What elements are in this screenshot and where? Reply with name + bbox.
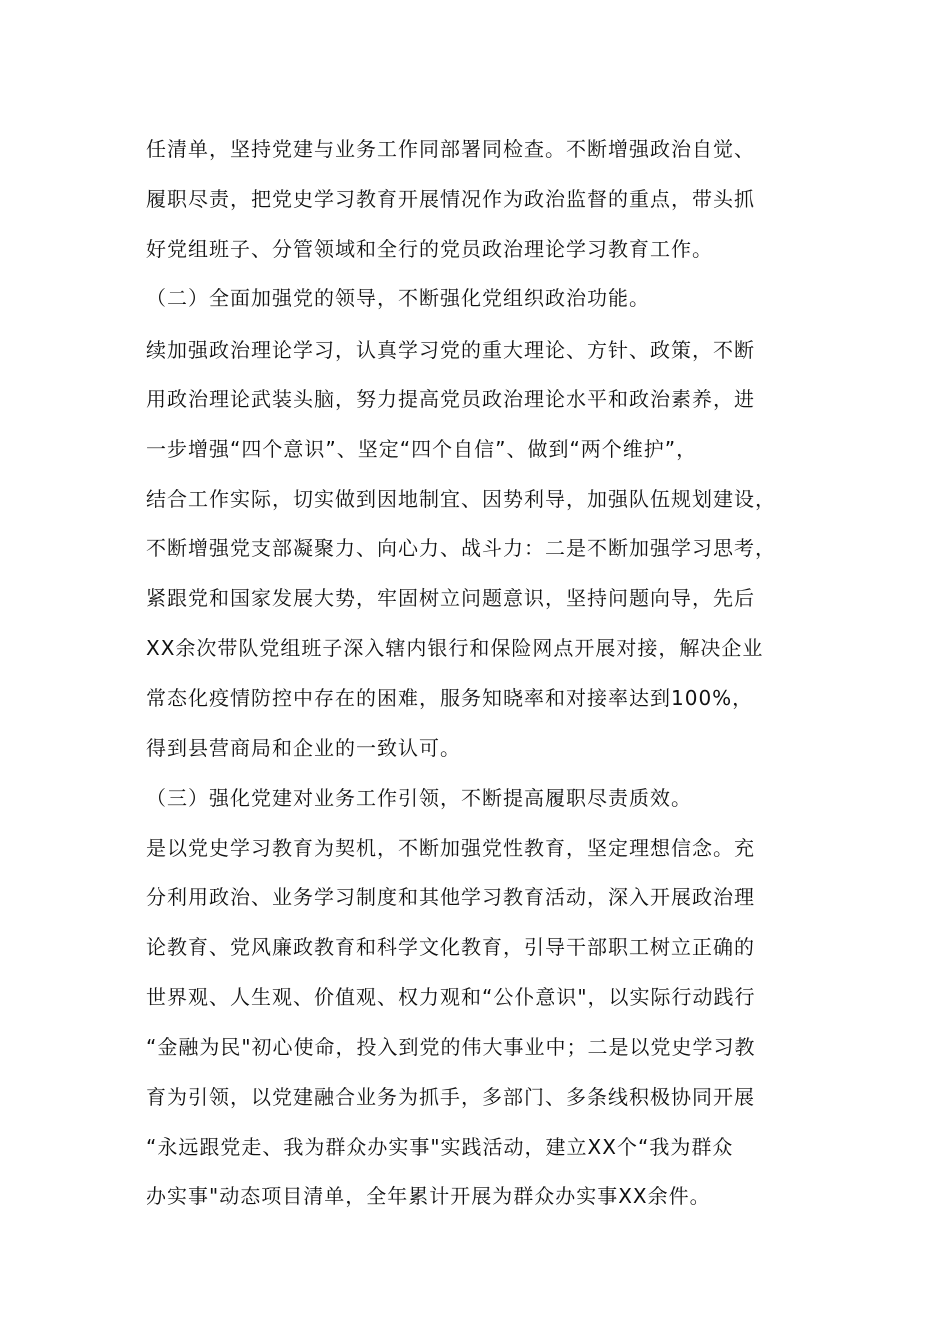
section-heading: （二）全面加强党的领导，不断强化党组织政治功能。 — [146, 286, 650, 310]
paragraph-line: 世界观、人生观、价值观、权力观和“公仆意识"，以实际行动践行 — [146, 985, 756, 1009]
paragraph-line: “永远跟党走、我为群众办实事"实践活动，建立XX个“我为群众 — [146, 1135, 734, 1159]
paragraph-line: 常态化疫情防控中存在的困难，服务知晓率和对接率达到100%， — [146, 686, 754, 710]
paragraph-line: 分利用政治、业务学习制度和其他学习教育活动，深入开展政治理 — [146, 885, 755, 909]
paragraph-line: XX余次带队党组班子深入辖内银行和保险网点开展对接，解决企业 — [146, 636, 764, 660]
paragraph-line: 履职尽责，把党史学习教育开展情况作为政治监督的重点，带头抓 — [146, 187, 755, 211]
section-heading: （三）强化党建对业务工作引领，不断提高履职尽责质效。 — [146, 786, 692, 810]
paragraph-line: 一步增强“四个意识”、坚定“四个自信”、做到“两个维护”， — [146, 437, 698, 461]
paragraph-line: 好党组班子、分管领域和全行的党员政治理论学习教育工作。 — [146, 237, 713, 261]
paragraph-line: 得到县营商局和企业的一致认可。 — [146, 736, 461, 760]
paragraph-line: 续加强政治理论学习，认真学习党的重大理论、方针、政策，不断 — [146, 338, 755, 362]
paragraph-line: 不断增强党支部凝聚力、向心力、战斗力：二是不断加强学习思考， — [146, 536, 776, 560]
paragraph-line: 结合工作实际，切实做到因地制宜、因势利导，加强队伍规划建设， — [146, 487, 776, 511]
paragraph-line: 育为引领，以党建融合业务为抓手，多部门、多条线积极协同开展 — [146, 1085, 755, 1109]
paragraph-line: 办实事"动态项目清单，全年累计开展为群众办实事XX余件。 — [146, 1184, 711, 1208]
paragraph-line: 紧跟党和国家发展大势，牢固树立问题意识，坚持问题向导，先后 — [146, 586, 755, 610]
paragraph-line: “金融为民"初心使命，投入到党的伟大事业中；二是以党史学习教 — [146, 1035, 756, 1059]
paragraph-line: 是以党史学习教育为契机，不断加强党性教育，坚定理想信念。充 — [146, 836, 755, 860]
paragraph-line: 任清单，坚持党建与业务工作同部署同检查。不断增强政治自觉、 — [146, 137, 755, 161]
paragraph-line: 用政治理论武装头脑，努力提高党员政治理论水平和政治素养，进 — [146, 387, 755, 411]
paragraph-line: 论教育、党风廉政教育和科学文化教育，引导干部职工树立正确的 — [146, 935, 755, 959]
